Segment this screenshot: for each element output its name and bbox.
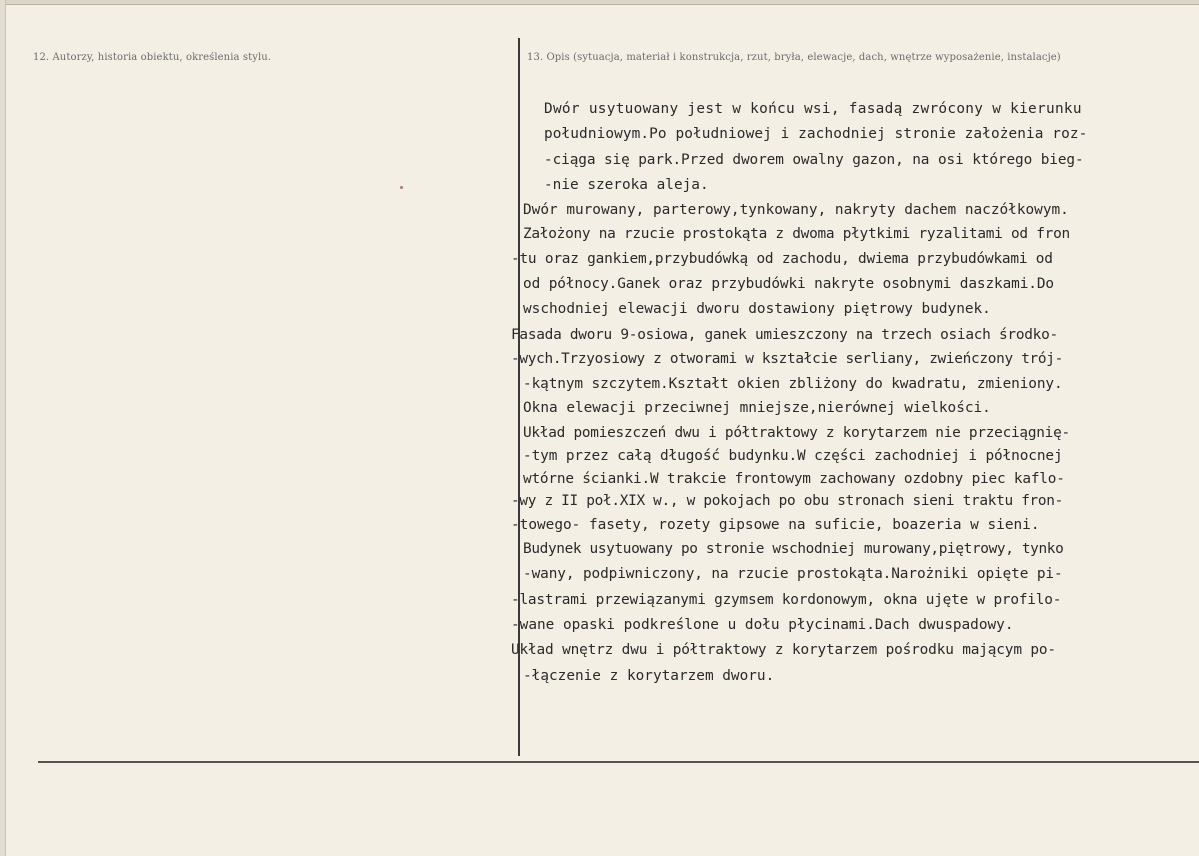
description-line: Układ wnętrz dwu i półtraktowy z korytarzem pośrodku mającym po-: [511, 642, 1056, 658]
description-line: wtórne ścianki.W trakcie frontowym zachowany ozdobny piec kaflo-: [523, 471, 1065, 487]
description-line: -wane opaski podkreślone u dołu płycinami.Dach dwuspadowy.: [511, 617, 1014, 633]
description-line: -łączenie z korytarzem dworu.: [523, 668, 775, 684]
description-line: -wy z II poł.XIX w., w pokojach po obu stronach sieni traktu fron-: [511, 493, 1064, 509]
description-line: Okna elewacji przeciwnej mniejsze,nierównej wielkości.: [523, 400, 991, 416]
description-line: Układ pomieszczeń dwu i półtraktowy z korytarzem nie przeciągnię-: [523, 425, 1070, 441]
paper-speck: [400, 186, 403, 189]
description-line: od północy.Ganek oraz przybudówki nakryte osobnymi daszkami.Do: [523, 276, 1054, 292]
description-line: Budynek usytuowany po stronie wschodniej murowany,piętrowy, tynko: [523, 541, 1064, 557]
description-line: -nie szeroka aleja.: [544, 177, 709, 193]
section-13-header: 13. Opis (sytuacja, materiał i konstrukcja, rzut, bryła, elewacje, dach, wnętrze wyposażenie, instalacje): [527, 52, 1061, 63]
description-line: -ciąga się park.Przed dworem owalny gazon, na osi którego bieg-: [544, 152, 1084, 168]
paper-top-edge: [0, 0, 1199, 5]
description-line: Dwór murowany, parterowy,tynkowany, nakryty dachem naczółkowym.: [523, 202, 1069, 218]
description-line: -wych.Trzyosiowy z otworami w kształcie serliany, zwieńczony trój-: [511, 351, 1064, 367]
section-12-header: 12. Autorzy, historia obiektu, określenia stylu.: [33, 52, 272, 63]
paper-left-edge: [0, 0, 6, 856]
description-line: -tu oraz gankiem,przybudówką od zachodu, dwiema przybudówkami od: [511, 251, 1053, 267]
bottom-rule: [38, 761, 1199, 763]
description-line: -wany, podpiwniczony, na rzucie prostokąta.Narożniki opięte pi-: [523, 566, 1063, 582]
description-line: -kątnym szczytem.Kształt okien zbliżony do kwadratu, zmieniony.: [523, 376, 1063, 392]
description-line: -tym przez całą długość budynku.W części zachodniej i północnej: [523, 448, 1063, 464]
description-line: Fasada dworu 9-osiowa, ganek umieszczony na trzech osiach środko-: [511, 327, 1058, 343]
description-line: -lastrami przewiązanymi gzymsem kordonowym, okna ujęte w profilo-: [511, 592, 1062, 608]
description-line: Założony na rzucie prostokąta z dwoma płytkimi ryzalitami od fron: [523, 226, 1070, 242]
description-line: wschodniej elewacji dworu dostawiony piętrowy budynek.: [523, 301, 991, 317]
description-line: -towego- fasety, rozety gipsowe na suficie, boazeria w sieni.: [511, 517, 1040, 533]
description-line: południowym.Po południowej i zachodniej stronie założenia roz-: [544, 126, 1088, 142]
description-line: Dwór usytuowany jest w końcu wsi, fasadą zwrócony w kierunku: [544, 101, 1082, 117]
